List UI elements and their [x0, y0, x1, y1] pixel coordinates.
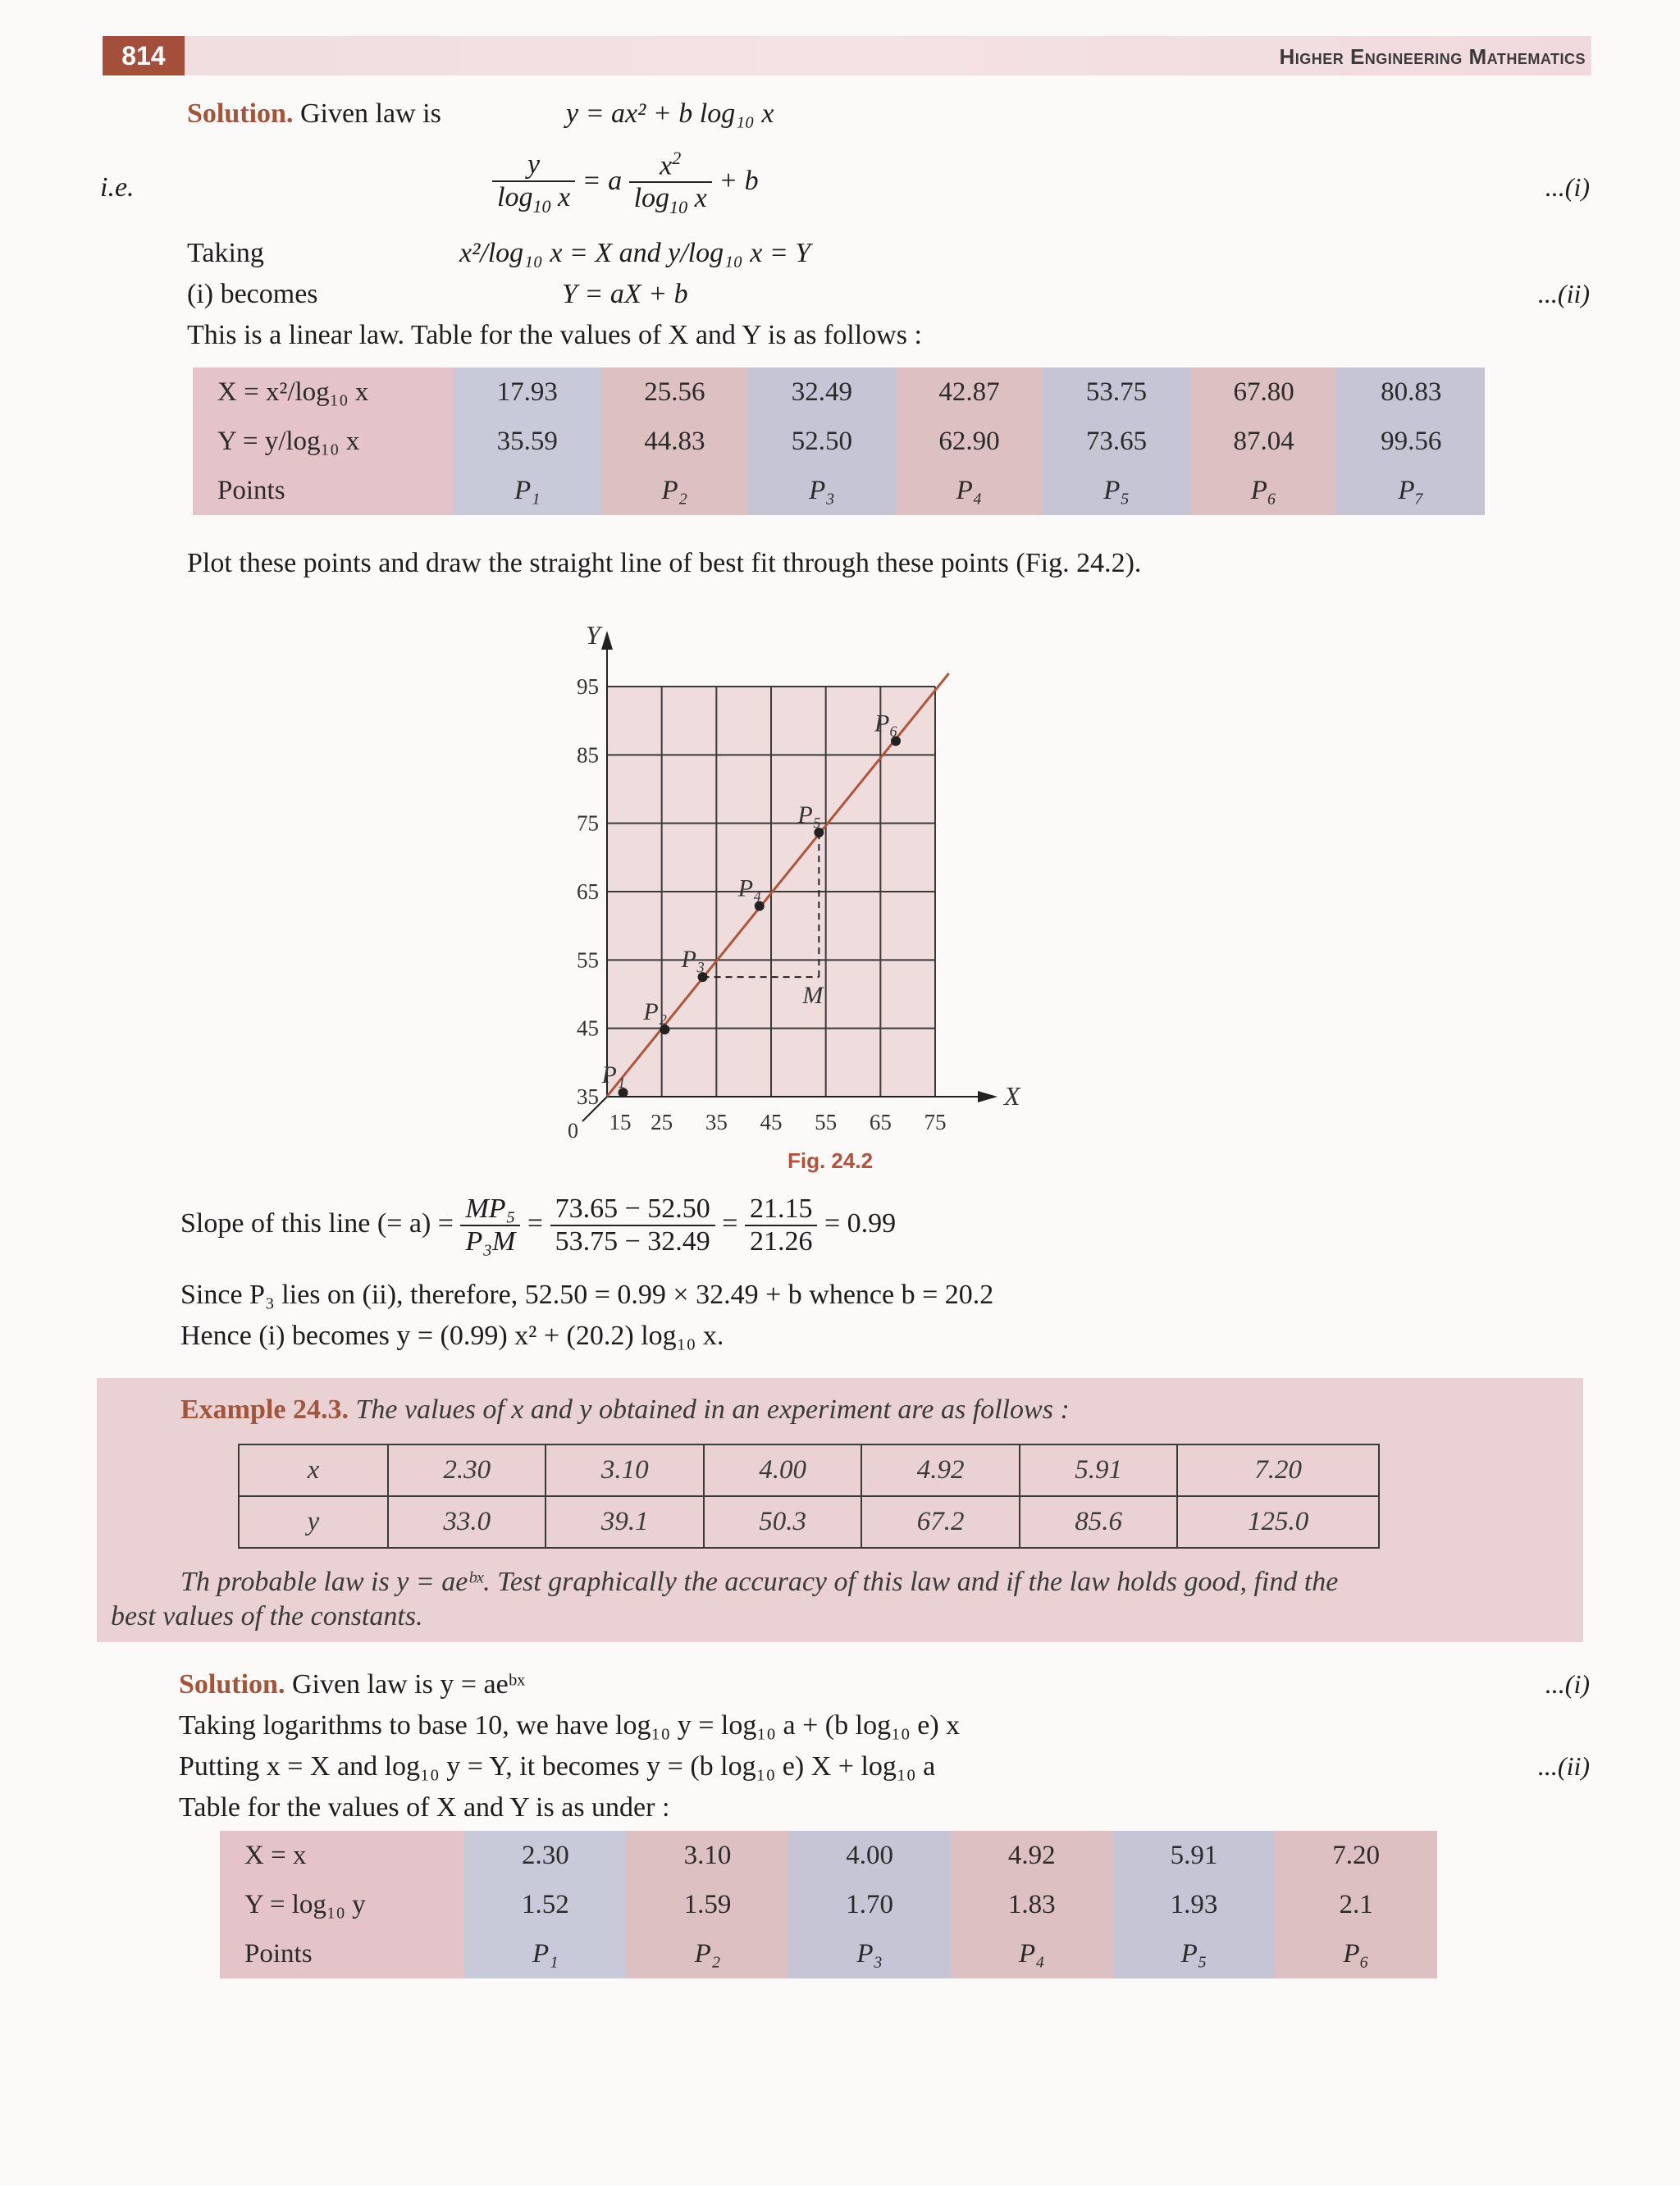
- y-tick-label: 85: [577, 742, 599, 768]
- given-law-equation: y = ax² + b log₁₀ x: [566, 98, 774, 129]
- table-2-cell: 5.91: [1113, 1831, 1276, 1880]
- table-1-cell: P₁: [454, 466, 601, 515]
- taking-logs-line: Taking logarithms to base 10, we have log₁₀ y = log₁₀ a + (b log₁₀ e) x: [179, 1710, 961, 1741]
- solution-2-ref-ii: ...(ii): [1537, 1751, 1590, 1781]
- table-1-cell: 73.65: [1043, 417, 1190, 466]
- x-axis-arrowhead: [978, 1091, 998, 1102]
- table-1-cell: 87.04: [1190, 417, 1338, 466]
- table-1-cell: 52.50: [748, 417, 896, 466]
- example-cell: 4.00: [704, 1444, 861, 1496]
- x-axis-label: X: [1004, 1081, 1020, 1111]
- table-1-label: Y = y/log₁₀ x: [193, 417, 454, 466]
- point-label: P₂: [643, 998, 668, 1026]
- table-2-cell: 1.52: [464, 1880, 627, 1929]
- data-point: [755, 901, 765, 911]
- solution-2-label: Solution.: [179, 1669, 285, 1700]
- point-label: P₆: [874, 710, 898, 737]
- data-point: [619, 1088, 628, 1098]
- example-label-cell: x: [239, 1444, 388, 1496]
- table-2-cell: P₆: [1275, 1929, 1437, 1978]
- table-1-cell: 42.87: [896, 367, 1043, 417]
- table-2-cell: P₄: [951, 1929, 1113, 1978]
- table-2-label: Points: [220, 1929, 464, 1978]
- putting-line: Putting x = X and log₁₀ y = Y, it becomes y = (b log₁₀ e) X + log₁₀ a: [179, 1751, 936, 1782]
- table-2-cell: 1.83: [951, 1880, 1113, 1929]
- data-point: [698, 972, 708, 982]
- running-head: Higher Engineering Mathematics: [1279, 44, 1586, 69]
- example-problem-line-2: best values of the constants.: [111, 1601, 423, 1632]
- example-problem-line-1: Th probable law is y = aeᵇˣ. Test graphically the accuracy of this law and if the law holds good, find the: [180, 1567, 1339, 1597]
- taking-label: Taking: [187, 238, 264, 268]
- x-tick-label: 55: [815, 1110, 838, 1134]
- slope-equation: Slope of this line (= a) = $\frac{\text{MP₅}}{\text{P₃M}}$ = $\frac{73.65 - 52.50}{53.75 - 32.49}$ = $\frac{21.15}{21.26}$ = 0.99: [180, 1193, 897, 1257]
- example-cell: 125.0: [1177, 1496, 1379, 1548]
- example-cell: 39.1: [546, 1496, 703, 1548]
- example-row-y: [239, 1496, 1379, 1548]
- example-cell: 2.30: [388, 1444, 546, 1496]
- table-1-cell: P₅: [1043, 466, 1190, 515]
- table-1-cell: 35.59: [454, 417, 601, 466]
- table-2-cell: 4.00: [788, 1831, 951, 1880]
- table-1-cell: 25.56: [601, 367, 749, 417]
- table-1-label: X = x²/log₁₀ x: [193, 367, 454, 417]
- table-1-cell: 53.75: [1043, 367, 1190, 417]
- table-2-cell: P₁: [464, 1929, 627, 1978]
- solution-1-heading: [187, 98, 441, 129]
- figure-caption: Fig. 24.2: [788, 1148, 874, 1173]
- solution-2-ref-i: ...(i): [1545, 1669, 1590, 1699]
- linear-equation: Y = aX + b: [562, 279, 688, 309]
- table-1-cell: 99.56: [1337, 417, 1485, 466]
- table-1-cell: P₂: [601, 466, 749, 515]
- table-1-row-x: [193, 367, 1485, 417]
- slope-f3-den: 21.26: [749, 1226, 813, 1257]
- point-label: P₃: [681, 946, 705, 974]
- table-2-label: Y = log₁₀ y: [220, 1880, 464, 1929]
- example-intro: The values of x and y obtained in an experiment are as follows :: [355, 1394, 1070, 1425]
- x-tick-label: 75: [924, 1110, 947, 1134]
- table-2-cell: 2.1: [1275, 1880, 1437, 1929]
- x-tick-label: 65: [869, 1110, 892, 1134]
- y-axis-label: Y: [586, 620, 600, 650]
- table-2-intro: Table for the values of X and Y is as under :: [179, 1792, 670, 1823]
- table-2-cell: P₅: [1113, 1929, 1276, 1978]
- table-2-cell: P₂: [627, 1929, 789, 1978]
- x-tick-label: 45: [760, 1110, 783, 1134]
- table-1-row-points: [193, 466, 1485, 515]
- table-1-cell: 67.80: [1190, 367, 1338, 417]
- slope-f3-num: 21.15: [745, 1193, 818, 1226]
- example-cell: 85.6: [1020, 1496, 1177, 1548]
- solution-2-given: Given law is y = aeᵇˣ: [291, 1669, 526, 1700]
- table-2-cell: 3.10: [627, 1831, 789, 1880]
- y-tick-label: 45: [577, 1015, 599, 1041]
- equation-i: $\frac{y}{\log_{10} x}$ = a $\frac{x^2}{\log_{10} x}$ + b: [492, 148, 759, 218]
- y-tick-label: 95: [577, 674, 599, 699]
- table-1-cell: P₃: [748, 466, 896, 515]
- example-cell: 33.0: [388, 1496, 546, 1548]
- table-1-cell: 44.83: [601, 417, 749, 466]
- table-1-row-y: [193, 417, 1485, 466]
- data-point: [814, 828, 824, 837]
- table-1-cell: P₆: [1190, 466, 1338, 515]
- data-point: [891, 736, 901, 746]
- example-cell: 67.2: [861, 1496, 1019, 1548]
- table-2-cell: 1.59: [627, 1880, 789, 1929]
- y-tick-label: 65: [577, 879, 599, 904]
- table-1-cell: 62.90: [896, 417, 1043, 466]
- example-label-cell: y: [239, 1496, 388, 1548]
- slope-f1-num: MP₅: [460, 1193, 520, 1226]
- table-1-cell: P₇: [1337, 466, 1485, 515]
- example-cell: 3.10: [546, 1444, 703, 1496]
- y-tick-label: 55: [577, 947, 599, 973]
- table-1-cell: P₄: [896, 466, 1043, 515]
- becomes-label: (i) becomes: [187, 279, 318, 309]
- table-2-row-x: [220, 1831, 1437, 1880]
- solution-label: Solution.: [187, 98, 294, 129]
- x-tick-label: 15: [609, 1110, 632, 1134]
- x-tick-label: 35: [705, 1110, 728, 1134]
- example-cell: 5.91: [1020, 1444, 1177, 1496]
- since-line: Since P₃ lies on (ii), therefore, 52.50 = 0.99 × 32.49 + b whence b = 20.2: [180, 1280, 994, 1310]
- slope-f2-den: 53.75 − 32.49: [555, 1226, 710, 1257]
- substitution-equation: x²/log₁₀ x = X and y/log₁₀ x = Y: [459, 238, 811, 268]
- y-axis-arrowhead: [601, 631, 613, 650]
- example-label: Example 24.3.: [180, 1394, 349, 1425]
- example-table: [238, 1444, 1380, 1549]
- equation-ii-ref: ...(ii): [1537, 279, 1590, 308]
- table-2-row-y: [220, 1880, 1437, 1929]
- point-label: P₅: [797, 801, 822, 828]
- example-cell: 50.3: [704, 1496, 861, 1548]
- table-2-cell: P₃: [788, 1929, 951, 1978]
- table-1: [193, 367, 1485, 515]
- page-number: 814: [103, 36, 185, 75]
- table-1-cell: 17.93: [454, 367, 601, 417]
- point-label: P₄: [737, 874, 762, 902]
- origin-label: 0: [568, 1119, 578, 1143]
- example-cell: 4.92: [861, 1444, 1019, 1496]
- slope-prefix: Slope of this line (= a) =: [180, 1207, 454, 1239]
- figure-24-2-chart: [541, 603, 1165, 1144]
- table-1-cell: 80.83: [1337, 367, 1485, 417]
- given-law-text: Given law is: [299, 98, 441, 129]
- y-tick-label: 75: [577, 810, 599, 836]
- y-tick-label: 35: [577, 1084, 599, 1109]
- table-2: [220, 1831, 1437, 1978]
- example-heading: [180, 1394, 1070, 1425]
- table-2-label: X = x: [220, 1831, 464, 1880]
- table-1-label: Points: [193, 466, 454, 515]
- plot-instruction: Plot these points and draw the straight line of best fit through these points (Fig. 24.2).: [187, 548, 1142, 578]
- table-2-cell: 1.70: [788, 1880, 951, 1929]
- solution-2-heading: [179, 1669, 525, 1700]
- table-2-cell: 4.92: [951, 1831, 1113, 1880]
- point-label-m: M: [802, 982, 824, 1010]
- slope-result: = 0.99: [824, 1207, 897, 1239]
- table-2-cell: 1.93: [1113, 1880, 1276, 1929]
- table-2-cell: 2.30: [464, 1831, 627, 1880]
- hence-line: Hence (i) becomes y = (0.99) x² + (20.2) log₁₀ x.: [180, 1321, 724, 1351]
- table-2-cell: 7.20: [1275, 1831, 1437, 1880]
- table-2-row-points: [220, 1929, 1437, 1978]
- equation-i-ref: ...(i): [1545, 172, 1590, 202]
- slope-f1-den: P₃M: [465, 1226, 516, 1257]
- example-cell: 7.20: [1177, 1444, 1379, 1496]
- ie-label: i.e.: [100, 172, 135, 203]
- point-label: P₁: [601, 1061, 626, 1089]
- linear-law-line: This is a linear law. Table for the values of X and Y is as follows :: [187, 320, 922, 350]
- example-row-x: [239, 1444, 1379, 1496]
- x-tick-label: 25: [651, 1110, 673, 1134]
- data-point: [660, 1025, 669, 1034]
- slope-f2-num: 73.65 − 52.50: [550, 1193, 715, 1226]
- table-1-cell: 32.49: [748, 367, 896, 417]
